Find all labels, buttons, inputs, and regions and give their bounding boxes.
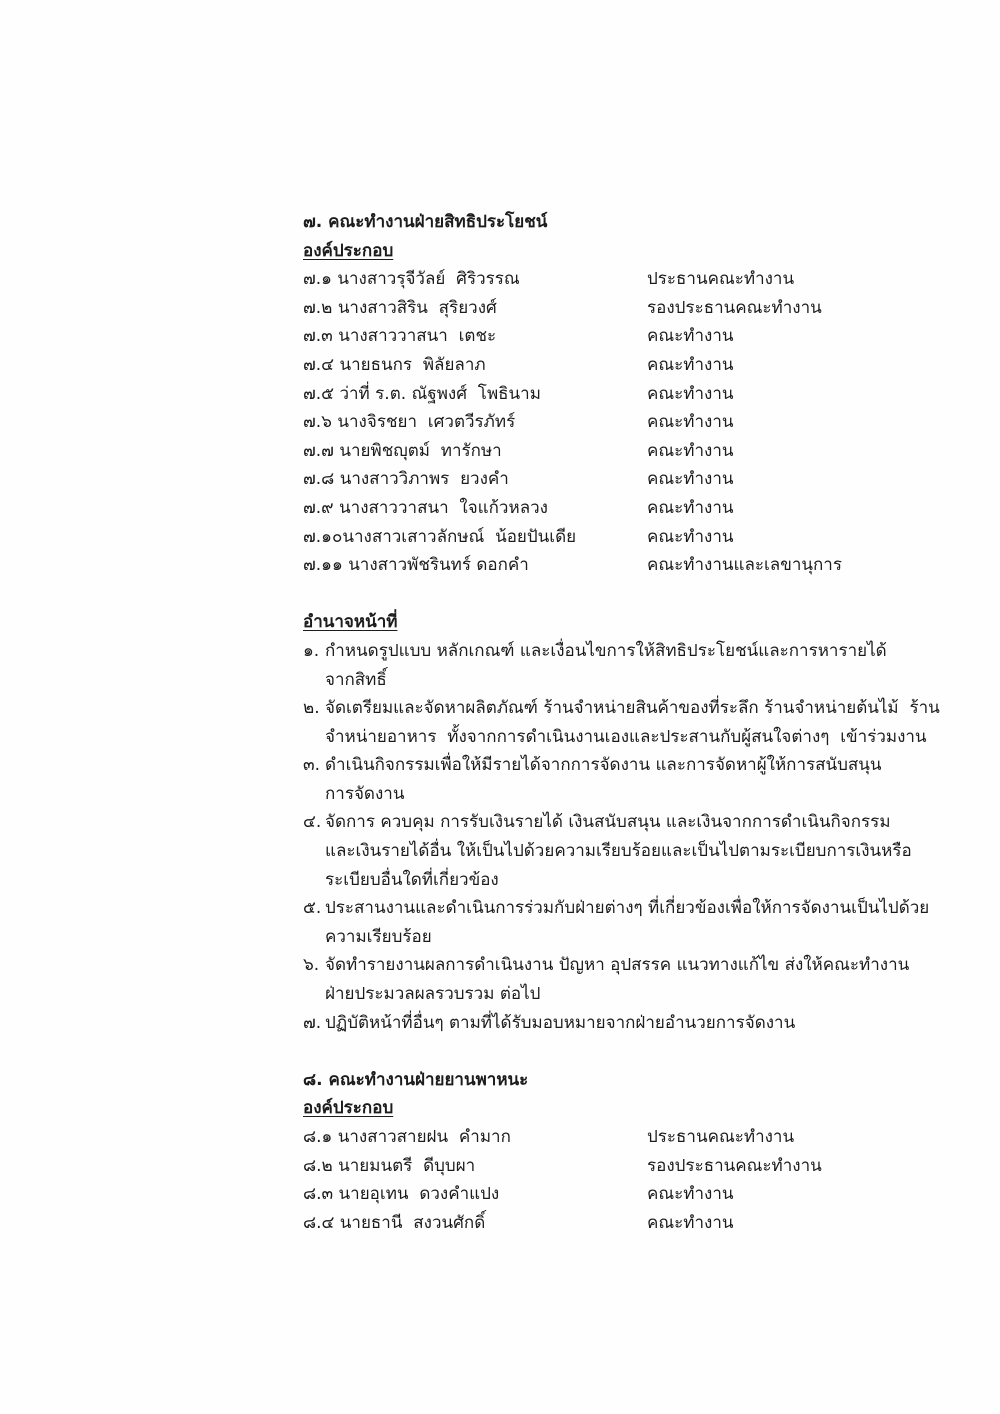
- duty-text: จัดการ ควบคุม การรับเงินรายได้ เงินสนับสนุน และเงินจากการดำเนินกิจกรรม: [325, 812, 891, 833]
- duty-text: กำหนดรูปแบบ หลักเกณฑ์ และเงื่อนไขการให้สิทธิประโยชน์และการหารายได้: [325, 640, 887, 661]
- member-row: [303, 465, 963, 494]
- member-role: ประธานคณะทำงาน: [647, 269, 795, 290]
- member-number: ๘.๓: [303, 1184, 334, 1205]
- member-row: [303, 1180, 963, 1209]
- duty-item: [303, 1009, 963, 1038]
- member-row: [303, 408, 963, 437]
- member-name: นายอุเทน ดวงคำแปง: [338, 1184, 500, 1205]
- member-role: ประธานคณะทำงาน: [647, 1127, 795, 1147]
- member-role: คณะทำงาน: [647, 354, 734, 375]
- member-row: [303, 1209, 963, 1238]
- duty-number: ๒.: [303, 698, 320, 719]
- member-role: คณะทำงาน: [647, 1184, 734, 1205]
- member-number: ๗.๕: [303, 383, 335, 404]
- member-name: นายธานี สงวนศักดิ์: [339, 1212, 486, 1233]
- member-name: นางจิรชยา เศวตวีรภัทร์: [337, 412, 516, 433]
- duties-label: อำนาจหน้าที่: [303, 612, 398, 633]
- member-row: [303, 322, 963, 351]
- member-role: คณะทำงาน: [647, 412, 734, 433]
- member-number: ๗.๖: [303, 412, 332, 433]
- duty-number: ๑.: [303, 640, 320, 661]
- duty-text: จำหน่ายอาหาร ทั้งจากการดำเนินงานเองและประสานกับผู้สนใจต่างๆ เข้าร่วมงาน: [325, 726, 927, 747]
- duty-item: [303, 951, 963, 980]
- duty-continuation: [303, 980, 963, 1009]
- member-role: รองประธานคณะทำงาน: [647, 1155, 822, 1176]
- member-name: นางสาวเสาวลักษณ์ น้อยปันเดีย: [342, 526, 577, 547]
- duty-text: จัดทำรายงานผลการดำเนินงาน ปัญหา อุปสรรค แนวทางแก้ไข ส่งให้คณะทำงาน: [325, 955, 910, 976]
- composition-label: องค์ประกอบ: [303, 1098, 394, 1119]
- member-role: คณะทำงาน: [647, 526, 734, 547]
- duty-continuation: [303, 923, 963, 952]
- member-role: คณะทำงาน: [647, 440, 734, 461]
- composition-label-row: [303, 1094, 963, 1123]
- duty-text: ดำเนินกิจกรรมเพื่อให้มีรายได้จากการจัดงาน และการจัดหาผู้ให้การสนับสนุน: [325, 755, 882, 776]
- section-heading-text: ๗. คณะทำงานฝ่ายสิทธิประโยชน์: [303, 212, 548, 232]
- member-number: ๗.๓: [303, 326, 333, 347]
- duty-number: ๖.: [303, 955, 320, 976]
- member-role: คณะทำงาน: [647, 326, 734, 347]
- member-row: [303, 380, 963, 409]
- member-number: ๗.๘: [303, 469, 335, 490]
- member-row: [303, 437, 963, 466]
- member-name: นางสาววาสนา เตชะ: [338, 326, 497, 347]
- section-heading: [303, 1066, 963, 1095]
- duty-item: [303, 694, 963, 723]
- duty-number: ๔.: [303, 812, 322, 833]
- duty-text: การจัดงาน: [325, 783, 405, 804]
- duty-continuation: [303, 780, 963, 809]
- duty-item: [303, 894, 963, 923]
- duty-text: จัดเตรียมและจัดหาผลิตภัณฑ์ ร้านจำหน่ายสินค้าของที่ระลึก ร้านจำหน่ายต้นไม้ ร้าน: [325, 698, 940, 719]
- member-name: นางสาวพัชรินทร์ ดอกคำ: [348, 555, 529, 576]
- member-number: ๗.๔: [303, 354, 335, 375]
- member-number: ๘.๔: [303, 1212, 335, 1233]
- duty-continuation: [303, 666, 963, 695]
- member-name: ว่าที่ ร.ต. ณัฐพงศ์ โพธินาม: [339, 383, 541, 404]
- section-heading-text: ๘. คณะทำงานฝ่ายยานพาหนะ: [303, 1069, 529, 1090]
- member-row: [303, 265, 963, 294]
- duty-text: จากสิทธิ์: [325, 669, 387, 690]
- duty-item: [303, 637, 963, 666]
- duty-number: ๕.: [303, 898, 322, 919]
- composition-label: องค์ประกอบ: [303, 240, 394, 261]
- member-role: คณะทำงานและเลขานุการ: [647, 555, 842, 576]
- duty-text: ประสานงานและดำเนินการร่วมกับฝ่ายต่างๆ ที่เกี่ยวข้องเพื่อให้การจัดงานเป็นไปด้วย: [325, 898, 930, 919]
- member-name: นางสาวสายฝน คำมาก: [337, 1127, 511, 1147]
- duty-item: [303, 808, 963, 837]
- member-name: นางสาวสิริน สุริยวงศ์: [337, 297, 497, 318]
- member-role: รองประธานคณะทำงาน: [647, 297, 822, 318]
- member-name: นายธนกร พิลัยลาภ: [339, 354, 486, 375]
- duty-number: ๓.: [303, 755, 321, 776]
- duty-text: และเงินรายได้อื่น ให้เป็นไปด้วยความเรียบร้อยและเป็นไปตามระเบียบการเงินหรือ: [325, 841, 912, 862]
- duty-text: ฝ่ายประมวลผลรวบรวม ต่อไป: [325, 984, 541, 1005]
- member-row: [303, 551, 963, 580]
- duty-item: [303, 751, 963, 780]
- member-name: นางสาววิภาพร ยวงคำ: [339, 469, 509, 490]
- member-name: นายมนตรี ดีบุบผา: [338, 1155, 476, 1176]
- member-role: คณะทำงาน: [647, 1212, 734, 1233]
- member-number: ๗.๑๐: [303, 526, 343, 547]
- duty-text: ปฏิบัติหน้าที่อื่นๆ ตามที่ได้รับมอบหมายจากฝ่ายอำนวยการจัดงาน: [325, 1012, 796, 1033]
- member-role: คณะทำงาน: [647, 497, 734, 518]
- duty-text: ระเบียบอื่นใดที่เกี่ยวข้อง: [325, 869, 499, 890]
- duty-continuation: [303, 723, 963, 752]
- member-number: ๗.๑๑: [303, 555, 343, 576]
- duty-text: ความเรียบร้อย: [325, 926, 432, 947]
- member-number: ๗.๗: [303, 440, 334, 461]
- duty-continuation: [303, 866, 963, 895]
- duty-number: ๗.: [303, 1012, 322, 1033]
- member-number: ๘.๒: [303, 1155, 333, 1176]
- member-row: [303, 294, 963, 323]
- member-row: [303, 1123, 963, 1152]
- member-role: คณะทำงาน: [647, 383, 734, 404]
- member-number: ๘.๑: [303, 1127, 333, 1147]
- member-row: [303, 1152, 963, 1181]
- section-heading: [303, 208, 963, 237]
- member-number: ๗.๑: [303, 269, 332, 290]
- document-body: [303, 208, 963, 1237]
- member-number: ๗.๒: [303, 297, 333, 318]
- member-role: คณะทำงาน: [647, 469, 734, 490]
- member-row: [303, 494, 963, 523]
- member-row: [303, 351, 963, 380]
- member-row: [303, 523, 963, 552]
- member-name: นางสาววาสนา ใจแก้วหลวง: [339, 497, 548, 518]
- duty-continuation: [303, 837, 963, 866]
- member-number: ๗.๙: [303, 497, 334, 518]
- composition-label-row: [303, 237, 963, 266]
- member-name: นายพิชญุตม์ ทารักษา: [339, 440, 502, 461]
- member-name: นางสาวรุจีวัลย์ ศิริวรรณ: [337, 269, 520, 290]
- duties-label-row: [303, 608, 963, 637]
